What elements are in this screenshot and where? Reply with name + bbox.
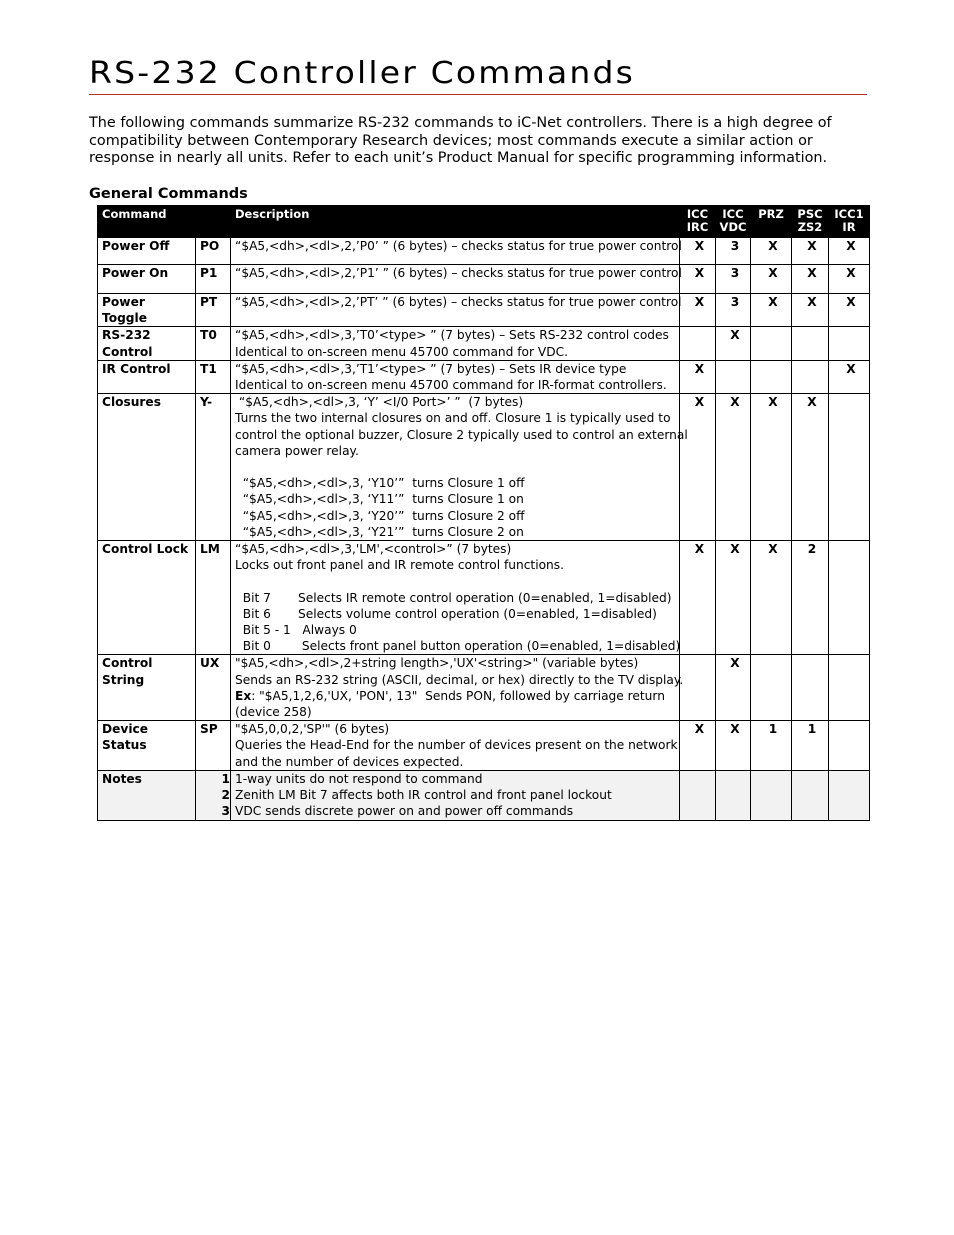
command-description (231, 238, 680, 265)
command-code: UX (196, 655, 231, 721)
support-flag: X (716, 541, 751, 655)
support-flag: X (829, 294, 870, 327)
description-line: “$A5,<dh>,<dl>,3,’T1’<type> ” (7 bytes) – Sets IR device type (235, 361, 627, 376)
description-line: Bit 7 Selects IR remote control operation (0=enabled, 1=disabled) (235, 590, 672, 605)
table-row (98, 360, 870, 393)
support-flag: X (716, 327, 751, 360)
support-flag: X (716, 721, 751, 771)
command-code: T0 (196, 327, 231, 360)
notes-empty-cell (716, 770, 751, 820)
support-flag (680, 655, 716, 721)
description-line: “$A5,<dh>,<dl>,2,’P0’ ” (6 bytes) – checks status for true power control (235, 239, 682, 253)
table-header-row (98, 206, 870, 238)
description-line: Bit 6 Selects volume control operation (0=enabled, 1=disabled) (235, 606, 657, 621)
notes-empty-cell (680, 770, 716, 820)
support-flag: X (680, 265, 716, 294)
support-flag (829, 721, 870, 771)
support-flag: X (680, 541, 716, 655)
description-line: “$A5,<dh>,<dl>,3,’T0’<type> ” (7 bytes) – Sets RS-232 control codes (235, 328, 669, 343)
support-flag: X (751, 541, 792, 655)
support-flag (751, 327, 792, 360)
header-description: Description (231, 206, 680, 238)
header-psc-zs2: PSC ZS2 (792, 206, 829, 238)
table-row (98, 541, 870, 655)
support-flag: X (751, 238, 792, 265)
support-flag: X (680, 394, 716, 541)
header-icc1-ir: ICC1 IR (829, 206, 870, 238)
description-line (235, 459, 679, 475)
support-flag (829, 655, 870, 721)
command-code: T1 (196, 360, 231, 393)
command-code: P1 (196, 265, 231, 294)
notes-empty-cell (792, 770, 829, 820)
support-flag (829, 327, 870, 360)
description-line: camera power relay. (235, 443, 359, 458)
command-name: Closures (98, 394, 196, 541)
description-line (235, 573, 679, 589)
description-line: “$A5,<dh>,<dl>,3, ‘Y’ <I/0 Port>’ ” (7 bytes) (235, 395, 524, 410)
notes-empty-cell (751, 770, 792, 820)
command-code: PO (196, 238, 231, 265)
description-line: Bit 5 - 1 Always 0 (235, 623, 357, 638)
note-texts (231, 770, 680, 820)
page-title: RS-232 Controller Commands (89, 56, 636, 91)
command-code: LM (196, 541, 231, 655)
command-name: IR Control (98, 360, 196, 393)
support-flag (829, 394, 870, 541)
note-line: VDC sends discrete power on and power off commands (235, 804, 574, 819)
table-row (98, 394, 870, 541)
note-numbers: 1 2 3 (196, 770, 231, 820)
support-flag: 3 (716, 238, 751, 265)
support-flag (792, 327, 829, 360)
command-description (231, 265, 680, 294)
table-row (98, 721, 870, 771)
support-flag: X (680, 360, 716, 393)
table-row (98, 327, 870, 360)
header-icc-vdc: ICC VDC (716, 206, 751, 238)
command-description (231, 394, 688, 541)
support-flag: 1 (751, 721, 792, 771)
support-flag: 1 (792, 721, 829, 771)
title-rule (89, 94, 867, 95)
description-line: and the number of devices expected. (235, 754, 464, 769)
description-line: “$A5,<dh>,<dl>,3, ‘Y10’” turns Closure 1 off (235, 476, 525, 491)
description-line: Identical to on-screen menu 45700 command for VDC. (235, 344, 569, 359)
example-label: Ex (235, 688, 252, 703)
description-line: Queries the Head-End for the number of devices present on the network (235, 738, 678, 753)
command-description (231, 721, 680, 771)
support-flag: X (680, 294, 716, 327)
support-flag: X (792, 238, 829, 265)
description-line: Turns the two internal closures on and off. Closure 1 is typically used to (235, 411, 671, 426)
notes-empty-cell (829, 770, 870, 820)
support-flag: X (751, 294, 792, 327)
command-description (231, 294, 680, 327)
table-row (98, 265, 870, 294)
description-line: Ex: "$A5,1,2,6,'UX, 'PON', 13" Sends PON, followed by carriage return (235, 688, 665, 703)
support-flag (680, 327, 716, 360)
header-icc-irc: ICC IRC (680, 206, 716, 238)
support-flag (829, 541, 870, 655)
command-code: SP (196, 721, 231, 771)
support-flag: X (716, 655, 751, 721)
command-name: Power Off (98, 238, 196, 265)
support-flag (751, 655, 792, 721)
support-flag: 3 (716, 265, 751, 294)
table-row (98, 655, 870, 721)
description-line: Bit 0 Selects front panel button operation (0=enabled, 1=disabled) (235, 639, 681, 654)
description-line: “$A5,<dh>,<dl>,3, ‘Y20’” turns Closure 2 off (235, 508, 525, 523)
table-row (98, 294, 870, 327)
description-line: Identical to on-screen menu 45700 command for IR-format controllers. (235, 378, 667, 393)
support-flag (792, 360, 829, 393)
support-flag: X (751, 265, 792, 294)
command-name: Device Status (98, 721, 196, 771)
description-line: “$A5,<dh>,<dl>,3, ‘Y11’” turns Closure 1 on (235, 492, 524, 507)
command-name: Control Lock (98, 541, 196, 655)
note-line: 1-way units do not respond to command (235, 771, 483, 786)
table-body (98, 238, 870, 821)
notes-label: Notes (98, 770, 196, 820)
commands-table (97, 205, 870, 821)
support-flag: X (716, 394, 751, 541)
support-flag: 2 (792, 541, 829, 655)
description-line: “$A5,<dh>,<dl>,2,’P1’ ” (6 bytes) – checks status for true power control (235, 266, 682, 280)
description-line: "$A5,<dh>,<dl>,2+string length>,'UX'<string>" (variable bytes) (235, 656, 639, 671)
support-flag (792, 655, 829, 721)
intro-paragraph: The following commands summarize RS-232 commands to iC-Net controllers. There is a high degree of compatibility between Contemporary Research devices; most commands execute a similar action or response in nearly all units. Refer to each unit’s Product Manual for specific programming information. (89, 115, 832, 166)
header-command: Command (98, 206, 231, 238)
command-name: Power On (98, 265, 196, 294)
support-flag: X (792, 294, 829, 327)
command-name: RS-232 Control (98, 327, 196, 360)
section-heading: General Commands (89, 186, 248, 202)
description-line: “$A5,<dh>,<dl>,2,’PT’ ” (6 bytes) – checks status for true power control (235, 295, 682, 309)
command-name: Control String (98, 655, 196, 721)
support-flag (751, 360, 792, 393)
command-description (231, 541, 680, 655)
support-flag: X (680, 238, 716, 265)
support-flag: 3 (716, 294, 751, 327)
support-flag: X (792, 265, 829, 294)
command-description (231, 360, 680, 393)
description-line: "$A5,0,0,2,'SP'" (6 bytes) (235, 722, 390, 737)
description-line: “$A5,<dh>,<dl>,3,'LM',<control>” (7 bytes) (235, 542, 512, 557)
support-flag: X (751, 394, 792, 541)
notes-row (98, 770, 870, 820)
header-prz: PRZ (751, 206, 792, 238)
description-line: (device 258) (235, 705, 312, 720)
support-flag: X (680, 721, 716, 771)
description-line: “$A5,<dh>,<dl>,3, ‘Y21’” turns Closure 2 on (235, 524, 524, 539)
support-flag: X (829, 360, 870, 393)
description-line: control the optional buzzer, Closure 2 typically used to control an external (235, 427, 688, 442)
support-flag: X (829, 265, 870, 294)
command-name: Power Toggle (98, 294, 196, 327)
note-line: Zenith LM Bit 7 affects both IR control and front panel lockout (235, 788, 612, 803)
description-line: Sends an RS-232 string (ASCII, decimal, or hex) directly to the TV display. (235, 672, 684, 687)
support-flag: X (829, 238, 870, 265)
table-row (98, 238, 870, 265)
command-code: PT (196, 294, 231, 327)
support-flag: X (792, 394, 829, 541)
description-line: Locks out front panel and IR remote control functions. (235, 558, 564, 573)
support-flag (716, 360, 751, 393)
command-description (231, 655, 684, 721)
command-description (231, 327, 680, 360)
command-code: Y- (196, 394, 231, 541)
